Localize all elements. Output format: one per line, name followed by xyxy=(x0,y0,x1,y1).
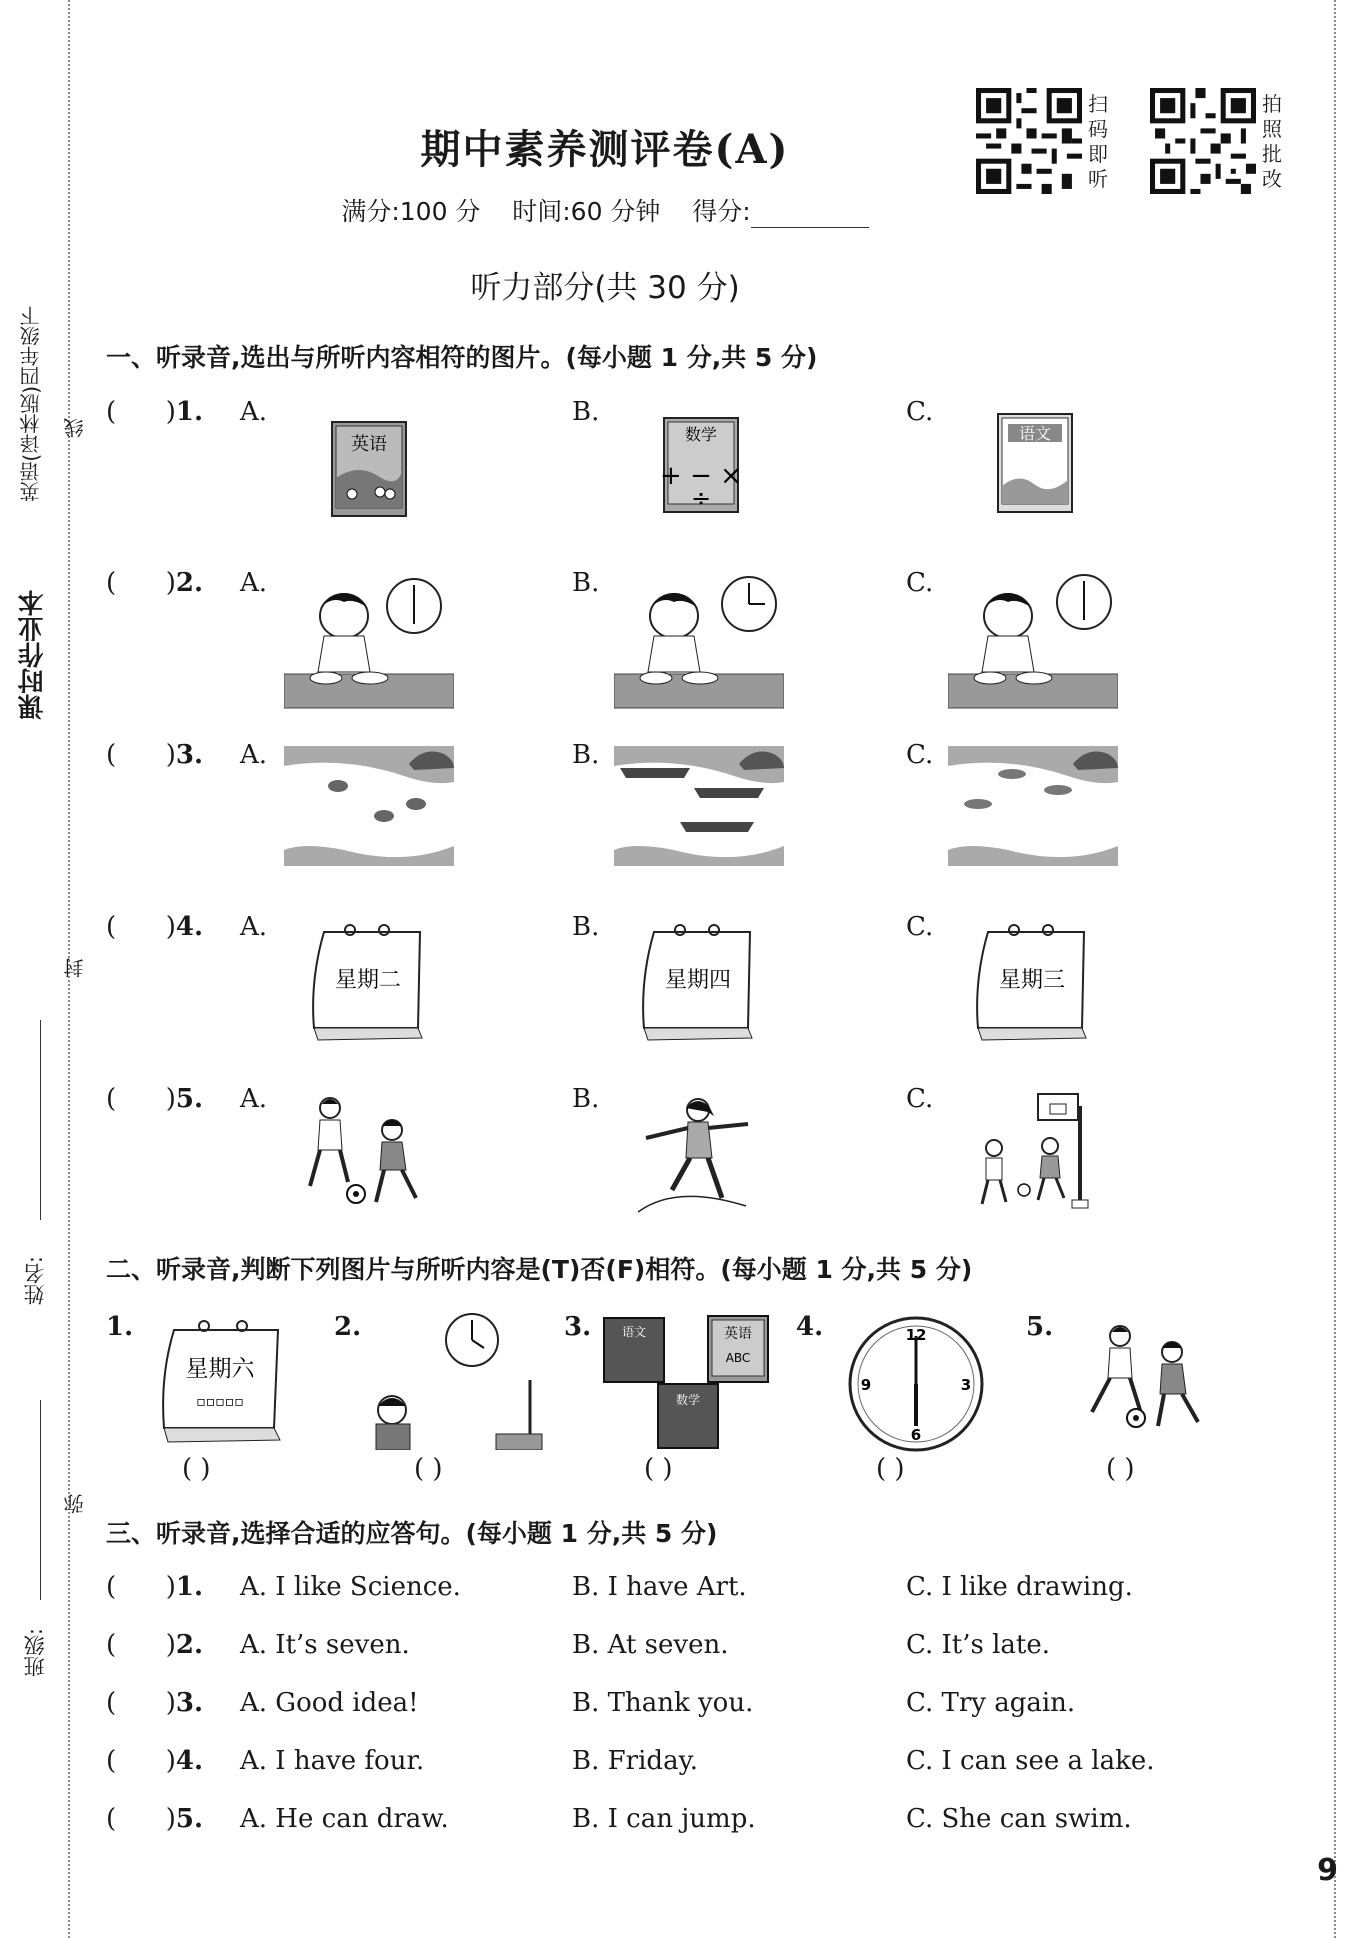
qr-label-char: 改 xyxy=(1262,167,1282,191)
s3-q1-option-c[interactable]: C. I like drawing. xyxy=(906,1572,1133,1602)
q-no: 3. xyxy=(175,740,204,770)
q5-number: ( )5. xyxy=(106,1084,204,1114)
calendar-picture xyxy=(640,920,758,1044)
s3-q3-option-c[interactable]: C. Try again. xyxy=(906,1688,1076,1718)
calendar-day: 星期六 xyxy=(185,1356,255,1382)
exam-meta xyxy=(0,192,1210,228)
q-no: 4. xyxy=(175,1746,204,1776)
q2-option-a[interactable]: A. xyxy=(240,568,268,598)
s2-item2-number: 2. xyxy=(334,1312,362,1342)
english-book-picture xyxy=(328,418,410,520)
q-no: 2. xyxy=(175,1630,204,1660)
svg-text:9: 9 xyxy=(860,1376,872,1394)
q2-option-c[interactable]: C. xyxy=(906,568,934,598)
q-no: 5. xyxy=(175,1804,204,1834)
q1-option-a[interactable]: A. xyxy=(240,397,268,427)
book-title: 语文 xyxy=(621,1325,647,1339)
q1-number: ( )1. xyxy=(106,397,204,427)
page-number: 9 xyxy=(1317,1853,1338,1888)
boys-playing-football-picture xyxy=(296,1094,440,1212)
calendar-day: 星期二 xyxy=(334,968,402,993)
calendar-picture xyxy=(310,920,428,1044)
qr-label-char: 即 xyxy=(1088,142,1108,166)
s3-q4-option-b[interactable]: B. Friday. xyxy=(572,1746,699,1776)
qr-label-char: 码 xyxy=(1088,117,1108,141)
s3-q2-option-a[interactable]: A. It’s seven. xyxy=(240,1630,410,1660)
calendar-picture xyxy=(974,920,1092,1044)
q3-option-c[interactable]: C. xyxy=(906,740,934,770)
qr-label-char: 扫 xyxy=(1088,92,1108,116)
boys-playing-football-picture xyxy=(1078,1322,1222,1440)
svg-text:▫▫▫▫▫: ▫▫▫▫▫ xyxy=(196,1394,244,1410)
s3-q2-number: ( )2. xyxy=(106,1630,204,1660)
s2-answer-2[interactable]: ( ) xyxy=(414,1454,443,1484)
book-series: 课时作业本 xyxy=(18,590,48,720)
name-label: 姓名: xyxy=(23,1256,47,1306)
q-no: 1. xyxy=(175,1572,204,1602)
calendar-day: 星期四 xyxy=(664,968,732,993)
s3-q4-option-c[interactable]: C. I can see a lake. xyxy=(906,1746,1155,1776)
svg-text:6: 6 xyxy=(910,1426,922,1444)
right-dotted-line xyxy=(1334,0,1336,1938)
math-book-picture xyxy=(660,414,742,516)
s3-q3-number: ( )3. xyxy=(106,1688,204,1718)
lake-fish-picture xyxy=(948,746,1118,866)
q-no: 2. xyxy=(175,568,204,598)
s3-q1-number: ( )1. xyxy=(106,1572,204,1602)
boys-playing-basketball-picture xyxy=(968,1092,1092,1212)
q3-option-b[interactable]: B. xyxy=(572,740,600,770)
s3-q3-option-a[interactable]: A. Good idea! xyxy=(240,1688,419,1718)
girl-skating-picture xyxy=(636,1094,760,1214)
s3-q2-option-b[interactable]: B. At seven. xyxy=(572,1630,729,1660)
s3-q2-option-c[interactable]: C. It’s late. xyxy=(906,1630,1051,1660)
class-label: 班级: xyxy=(23,1628,47,1678)
svg-text:÷: ÷ xyxy=(690,484,712,512)
part-heading: 听力部分(共 30 分) xyxy=(470,270,740,306)
q-no: 3. xyxy=(175,1688,204,1718)
boy-eating-clock-picture xyxy=(948,574,1118,710)
s2-answer-3[interactable]: ( ) xyxy=(644,1454,673,1484)
q5-option-b[interactable]: B. xyxy=(572,1084,600,1114)
section3-heading: 三、听录音,选择合适的应答句。(每小题 1 分,共 5 分) xyxy=(106,1519,718,1548)
qr-label-char: 照 xyxy=(1262,117,1282,141)
book-title: 数学 xyxy=(675,1393,701,1407)
section1-heading: 一、听录音,选出与所听内容相符的图片。(每小题 1 分,共 5 分) xyxy=(106,343,818,372)
q4-option-a[interactable]: A. xyxy=(240,912,268,942)
q2-number: ( )2. xyxy=(106,568,204,598)
s2-answer-4[interactable]: ( ) xyxy=(876,1454,905,1484)
q3-number: ( )3. xyxy=(106,740,204,770)
book-title: 英语 xyxy=(724,1326,752,1342)
svg-text:3: 3 xyxy=(960,1376,972,1394)
qr-label-listen xyxy=(1088,92,1112,192)
three-books-picture xyxy=(600,1312,776,1452)
wall-clock-picture xyxy=(846,1314,986,1454)
s2-item3-number: 3. xyxy=(564,1312,592,1342)
section2-heading: 二、听录音,判断下列图片与所听内容是(T)否(F)相符。(每小题 1 分,共 5 分) xyxy=(106,1255,973,1284)
full-score: 满分:100 分 xyxy=(341,197,481,226)
qr-label-grade xyxy=(1262,92,1286,192)
q1-option-c[interactable]: C. xyxy=(906,397,934,427)
exam-time: 时间:60 分钟 xyxy=(512,197,661,226)
q5-option-c[interactable]: C. xyxy=(906,1084,934,1114)
q-no: 5. xyxy=(175,1084,204,1114)
s3-q5-number: ( )5. xyxy=(106,1804,204,1834)
chinese-book-picture xyxy=(994,410,1076,516)
book-title: 英语 xyxy=(351,434,387,455)
q-no: 1. xyxy=(175,397,204,427)
cut-label-line: 线 xyxy=(63,418,87,438)
s2-answer-1[interactable]: ( ) xyxy=(182,1454,211,1484)
q1-option-b[interactable]: B. xyxy=(572,397,600,427)
s3-q5-option-a[interactable]: A. He can draw. xyxy=(240,1804,449,1834)
book-title: 数学 xyxy=(684,425,718,444)
q3-option-a[interactable]: A. xyxy=(240,740,268,770)
boy-eating-clock-picture xyxy=(614,574,784,710)
subject-grade: 英语(译林版)四年级下 xyxy=(19,306,43,502)
s3-q5-option-b[interactable]: B. I can jump. xyxy=(572,1804,756,1834)
s2-item4-number: 4. xyxy=(796,1312,824,1342)
s3-q1-option-a[interactable]: A. I like Science. xyxy=(240,1572,461,1602)
qr-label-char: 听 xyxy=(1088,167,1108,191)
cut-label-seal: 封 xyxy=(63,958,87,978)
score-label: 得分: xyxy=(692,197,751,226)
s2-answer-5[interactable]: ( ) xyxy=(1106,1454,1135,1484)
boy-eating-clock-picture xyxy=(284,574,454,710)
s3-q1-option-b[interactable]: B. I have Art. xyxy=(572,1572,747,1602)
svg-text:+ − ×: + − × xyxy=(660,461,742,491)
s2-item5-number: 5. xyxy=(1026,1312,1054,1342)
q5-option-a[interactable]: A. xyxy=(240,1084,268,1114)
q-no: 4. xyxy=(175,912,204,942)
lake-ducks-picture xyxy=(284,746,454,866)
s2-item1-number: 1. xyxy=(106,1312,134,1342)
cut-label-close: 弥 xyxy=(63,1494,87,1514)
qr-code-grade[interactable] xyxy=(1150,88,1256,194)
svg-text:12: 12 xyxy=(905,1326,927,1344)
boy-at-desk-clock-picture xyxy=(366,1310,546,1450)
s3-q3-option-b[interactable]: B. Thank you. xyxy=(572,1688,754,1718)
s3-q5-option-c[interactable]: C. She can swim. xyxy=(906,1804,1132,1834)
qr-label-char: 拍 xyxy=(1262,92,1282,116)
page-title: 期中素养测评卷(A) xyxy=(420,126,790,173)
name-blank[interactable] xyxy=(40,1020,41,1220)
lake-boats-picture xyxy=(614,746,784,866)
qr-code-listen[interactable] xyxy=(976,88,1082,194)
q4-number: ( )4. xyxy=(106,912,204,942)
qr-label-char: 批 xyxy=(1262,142,1282,166)
q4-option-c[interactable]: C. xyxy=(906,912,934,942)
calendar-picture xyxy=(160,1316,284,1448)
class-blank[interactable] xyxy=(40,1400,41,1600)
book-text: ABC xyxy=(725,1351,751,1365)
score-blank[interactable] xyxy=(751,205,869,228)
s3-q4-option-a[interactable]: A. I have four. xyxy=(240,1746,425,1776)
book-title: 语文 xyxy=(1018,424,1052,443)
s3-q4-number: ( )4. xyxy=(106,1746,204,1776)
calendar-day: 星期三 xyxy=(998,968,1066,993)
q2-option-b[interactable]: B. xyxy=(572,568,600,598)
q4-option-b[interactable]: B. xyxy=(572,912,600,942)
